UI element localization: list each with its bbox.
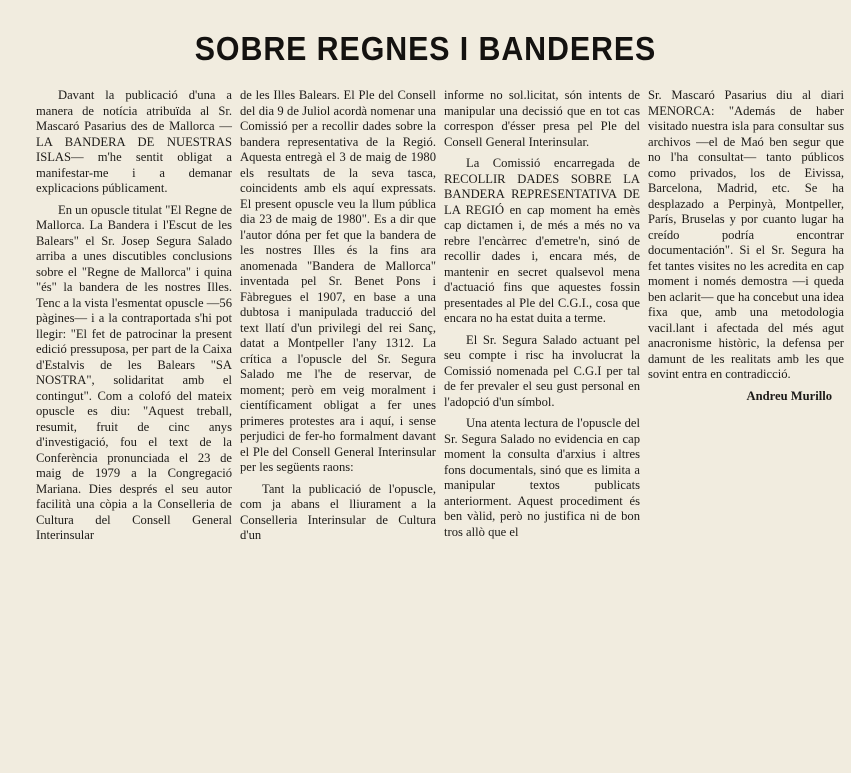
paragraph: de les Illes Balears. El Ple del Consell del dia 9 de Juliol acordà nomenar una Comissió per a recollir dades sobre la bandera representativa de la Regió. Aquesta entregà el 3 de maig de 1980 els resultats de la seva tasca, coincidents amb els aquí expressats. El present opuscle veu la llum pública dia 23 de maig de 1980". Es a dir que l'autor dóna per fet que la bandera de les nostres Illes és la fins ara anomenada "Bandera de Mallorca" inventada pel Sr. Benet Pons i Fàbregues el 1907, en base a una dubtosa i manipulada traducció del text llatí d'un privilegi del rei Sanç, datat a Montpeller l'any 1312. La crítica a l'opuscle del Sr. Segura Salado me l'he de reservar, de moment; però em veig moralment i científicament obligat a fer unes primeres protestes ara i aquí, i sense perjudici de fer-ho formalment davant el Ple del Consell General Interinsular per les següents raons: [240,88,436,474]
column-2 [240,88,436,544]
paragraph: El Sr. Segura Salado actuant pel seu compte i risc ha involucrat la Comissió nomenada pel C.G.I per tal de fer prevaler el seu gust personal en l'adopció d'un símbol. [444,332,640,409]
column-3 [444,88,640,540]
paragraph: Una atenta lectura de l'opuscle del Sr. Segura Salado no evidencia en cap moment la consulta d'arxius i altres fons documentals, sinó que es limita a manipular textos publicats anteriorment. Aquest procediment és ben vàlid, però no justifica ni de bon tros allò que el [444,416,640,539]
paragraph: Davant la publicació d'una a manera de notícia atribuïda al Sr. Mascaró Pasarius des de Mallorca —LA BANDERA DE NUESTRAS ISLAS— m'he sentit obligat a manifestar-me i a demanar explicacions públicament. [36,88,232,195]
column-4 [648,88,844,404]
column-1 [36,88,232,544]
paragraph: La Comissió encarregada de RECOLLIR DADES SOBRE LA BANDERA REPRESENTATIVA DE LA REGIÓ en cap moment ha emès cap dictamen i, de més a més no va rebre l'encàrrec d'emetre'n, sinó de recollir dades i, encara més, de mantenir en secret qualsevol mena d'actuació fins que aquestes fossin presentades al Ple del C.G.I., cosa que encara no ha estat duita a terme. [444,156,640,325]
paragraph: Tant la publicació de l'opuscle, com ja abans el lliurament a la Conselleria Interinsular de Cultura d'un [240,481,436,542]
paragraph: informe no sol.licitat, són intents de manipular una decissió que en tot cas correspon d'ésser presa pel Ple del Consell General Interinsular. [444,88,640,149]
paragraph: Sr. Mascaró Pasarius diu al diari MENORCA: "Además de haber visitado nuestra isla para consultar sus archivos —el de Maó ben segur que no l'ha consultat— tanto públicos como privados, los de Eivissa, Barcelona, Madrid, etc. Se ha desplazado a Perpinyà, Montpeller, París, Bruselas y por cuanto lugar ha creído podría encontrar documentación". Si el Sr. Segura ha fet tantes visites no les acredita en cap moment i només demostra —i queda ben aclarit— que ha concebut una idea fixa que, amb una metodologia vacil.lant i afectada del més agut anacronisme històric, la defensa per damunt de les realitats amb les que sovint entra en contradicció. [648,88,844,381]
author-signature: Andreu Murillo [746,388,832,403]
article-headline: SOBRE REGNES I BANDERES [194,30,657,67]
paragraph: En un opuscle titulat "El Regne de Mallorca. La Bandera i l'Escut de les Balears" el Sr. Josep Segura Salado arriba a unes discutibles conclusions sobre el "Regne de Mallorca" i quina "és" la bandera de les nostres Illes. Tenc a la vista l'esmentat opuscle —56 pàgines— i a la contraportada s'hi pot llegir: "El fet de patrocinar la present edició pressuposa, per part de la Caixa d'Estalvis de les Balears "SA NOSTRA", solidaritat amb el contingut". Com a colofó del mateix opuscle es diu: "Aquest treball, resumit, fruit de cinc anys d'investigació, fou el text de la Conferència pronunciada el 23 de maig de 1979 a la Congregació Mariana. Dies després el seu autor facilità una còpia a la Conselleria de Cultura del Consell General Interinsular [36,202,232,542]
